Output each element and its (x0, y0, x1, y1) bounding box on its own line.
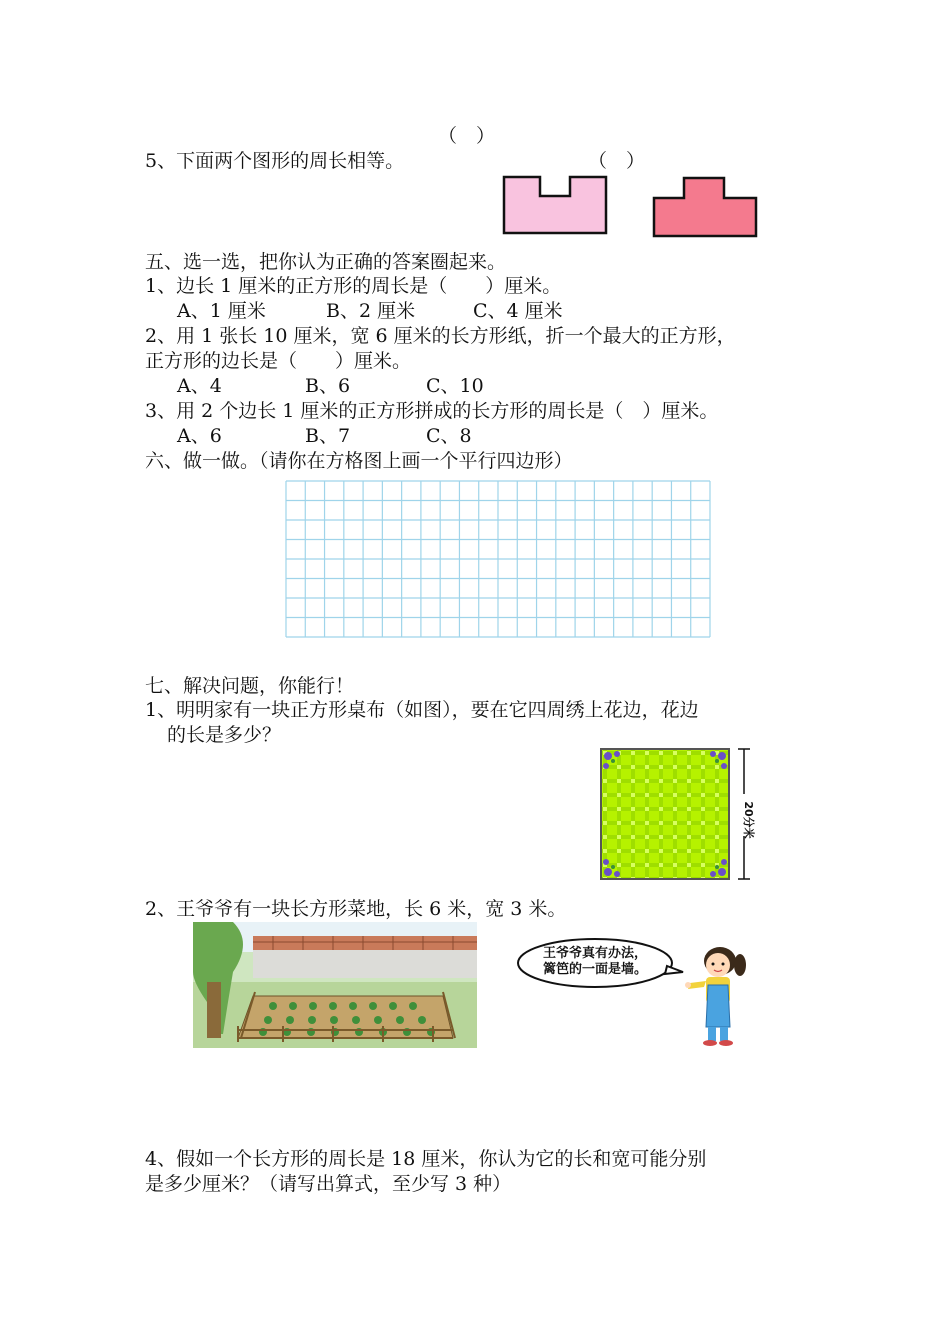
speech-bubble-line2: 篱笆的一面是墙。 (542, 962, 647, 977)
garden-illustration (193, 922, 477, 1048)
s7-q4-line2: 是多少厘米？（请写出算式，至少写 3 种） (145, 1173, 512, 1195)
s5-q3-text: 3、用 2 个边长 1 厘米的正方形拼成的长方形的周长是（ ）厘米。 (145, 400, 719, 422)
s7-q1-line1: 1、明明家有一块正方形桌布（如图），要在它四周绣上花边，花边 (145, 699, 699, 721)
shape-left-notched (502, 175, 612, 237)
section6-heading: 六、做一做。（请你在方格图上画一个平行四边形） (145, 450, 573, 472)
tablecloth-dimension-label: 20分米 (742, 801, 755, 839)
s5-q2-line1: 2、用 1 张长 10 厘米，宽 6 厘米的长方形纸，折一个最大的正方形， (145, 325, 736, 347)
q5-text: 5、下面两个图形的周长相等。 (145, 150, 405, 172)
q5-top-paren: （ ） (438, 125, 496, 147)
s5-q1-text: 1、边长 1 厘米的正方形的周长是（ ）厘米。 (145, 275, 562, 297)
s5-q3-option-c[interactable]: C、8 (426, 425, 472, 447)
s5-q1-option-b[interactable]: B、2 厘米 (326, 300, 416, 322)
s5-q2-line2: 正方形的边长是（ ）厘米。 (145, 350, 412, 372)
s5-q3-option-b[interactable]: B、7 (305, 425, 351, 447)
s5-q3-option-a[interactable]: A、6 (177, 425, 222, 447)
q5-paren: （ ） (588, 150, 646, 172)
drawing-grid[interactable] (285, 480, 711, 638)
s7-q2-text: 2、王爷爷有一块长方形菜地，长 6 米，宽 3 米。 (145, 898, 567, 920)
speech-bubble-line1: 王爷爷真有办法， (542, 946, 647, 961)
s7-q1-line2: 的长是多少？ (167, 724, 282, 746)
s5-q2-option-c[interactable]: C、10 (426, 375, 484, 397)
s5-q1-option-c[interactable]: C、4 厘米 (473, 300, 563, 322)
girl-illustration (684, 945, 754, 1049)
section5-heading: 五、选一选，把你认为正确的答案圈起来。 (145, 251, 507, 273)
shape-right-stepped (652, 176, 760, 240)
section7-heading: 七、解决问题，你能行！ (145, 675, 355, 697)
s5-q1-option-a[interactable]: A、1 厘米 (177, 300, 266, 322)
s5-q2-option-a[interactable]: A、4 (177, 375, 222, 397)
s5-q2-option-b[interactable]: B、6 (305, 375, 351, 397)
s7-q4-line1: 4、假如一个长方形的周长是 18 厘米，你认为它的长和宽可能分别 (145, 1148, 707, 1170)
